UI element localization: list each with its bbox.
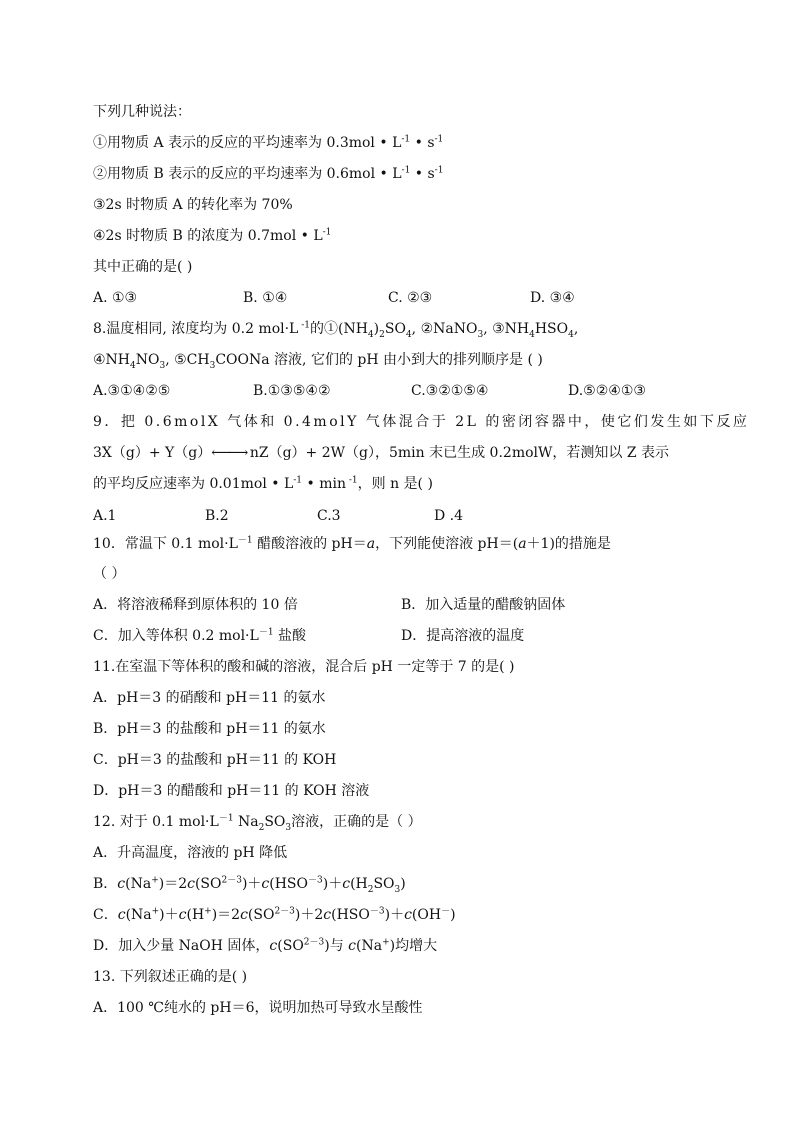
option-b: B.2 [205,508,229,524]
q11-option-c: C．pH＝3 的盐酸和 pH＝11 的 KOH [93,752,337,768]
option-a: A．将溶液稀释到原体积的 10 倍 [93,597,298,613]
statement-4: ④2s 时物质 B 的浓度为 0.7mol • $L^{-1}$ [93,227,332,244]
q12-option-a: A．升高温度，溶液的 pH 降低 [93,845,288,861]
equilibrium-arrow-icon: ⟵⟶ [211,445,246,461]
q12-option-b: B．$c(Na^+)=2c(SO^{2-3})+c(HSO^{-3})+c(H_2SO_3)$ [93,875,406,895]
option-d: D.⑤②④①③ [568,383,646,399]
option-c: C.③②①⑤④ [411,383,489,399]
statement-3: ③2s 时物质 A 的转化率为 70% [93,197,293,213]
q13-stem: 13. 下列叙述正确的是( ) [93,969,248,985]
q11-option-a: A．pH＝3 的硝酸和 pH＝11 的氨水 [93,690,326,706]
option-b: B. ①④ [243,290,288,306]
q10-stem-line2: （ ） [93,566,126,582]
q11-option-b: B．pH＝3 的盐酸和 pH＝11 的氨水 [93,721,326,737]
q11-option-d: D．pH＝3 的醋酸和 pH＝11 的 KOH 溶液 [93,783,370,799]
q12-option-c: C．$c(Na^+)+c(H^+)=2c(SO^{2-3})+2c(HSO^{-3})+c(OH^-)$ [93,906,456,923]
statement-1: ①用物质 A 表示的反应的平均速率为 0.3mol • $L^{-1}$ • $s^{-1}$ [93,134,444,151]
option-c: C.3 [317,508,341,524]
q8-stem-line2: $④NH_4NO_3$, $⑤CH_3COONa$ 溶液, 它们的 pH 由小到大的排列顺序是 ( ) [93,352,543,371]
q9-stem-line3: 的平均反应速率为 0.01mol • $L^{-1}$ • min $^{-1}$，则 n 是( ) [93,475,433,492]
option-d: D. ③④ [530,290,575,306]
option-b: B．加入适量的醋酸钠固体 [401,597,566,613]
q7-stem: 其中正确的是( ) [93,259,193,275]
q13-option-a: A．100 ℃纯水的 pH＝6，说明加热可导致水呈酸性 [93,1000,423,1016]
option-c: C. ②③ [388,290,433,306]
q12-option-d: D．加入少量 NaOH 固体，$c(SO^{2-3})$与 c(Na+)均增大 [93,937,438,954]
q11-stem: 11.在室温下等体积的酸和碱的溶液，混合后 pH 一定等于 7 的是( ) [93,659,515,675]
intro-text: 下列几种说法： [93,104,191,120]
q8-stem-line1: 8.温度相同, 浓度均为 0.2 mol·L $^{-1}$的$①(NH_4)_2SO_4$, ②NaNO$_3$, $③NH_4HSO_4$, [93,320,579,340]
q9-stem-line2: 3X（g）+ Y（g）⟵⟶ nZ（g）+ 2W（g），5min 末已生成 0.2molW，若测知以 Z 表示 [93,445,670,461]
q12-stem: 12. 对于 0.1 $mol\cdot L^{-1}$ $Na_2SO_3$溶液，正确的是（ ） [93,813,422,833]
option-d: D .4 [434,508,464,524]
option-a: A.1 [93,508,117,524]
option-a: A.③①④②⑤ [93,383,171,399]
q10-stem-line1: 10．常温下 0.1 $mol\cdot L^{-1}$ 醋酸溶液的 pH＝a，下列能使溶液 pH＝(a＋1)的措施是 [93,535,611,552]
option-c: C．加入等体积 0.2 $mol\cdot L^{-1}$ 盐酸 [93,627,306,644]
statement-2: ②用物质 B 表示的反应的平均速率为 0.6mol • $L^{-1}$ • $s^{-1}$ [93,165,444,182]
option-b: B.①③⑤④② [253,383,331,399]
option-a: A. ①③ [93,290,138,306]
q9-stem-line1: 9．把 0.6molX 气体和 0.4molY 气体混合于 2L 的密闭容器中，使它们发生如下反应 [93,414,750,430]
option-d: D．提高溶液的温度 [401,628,525,644]
